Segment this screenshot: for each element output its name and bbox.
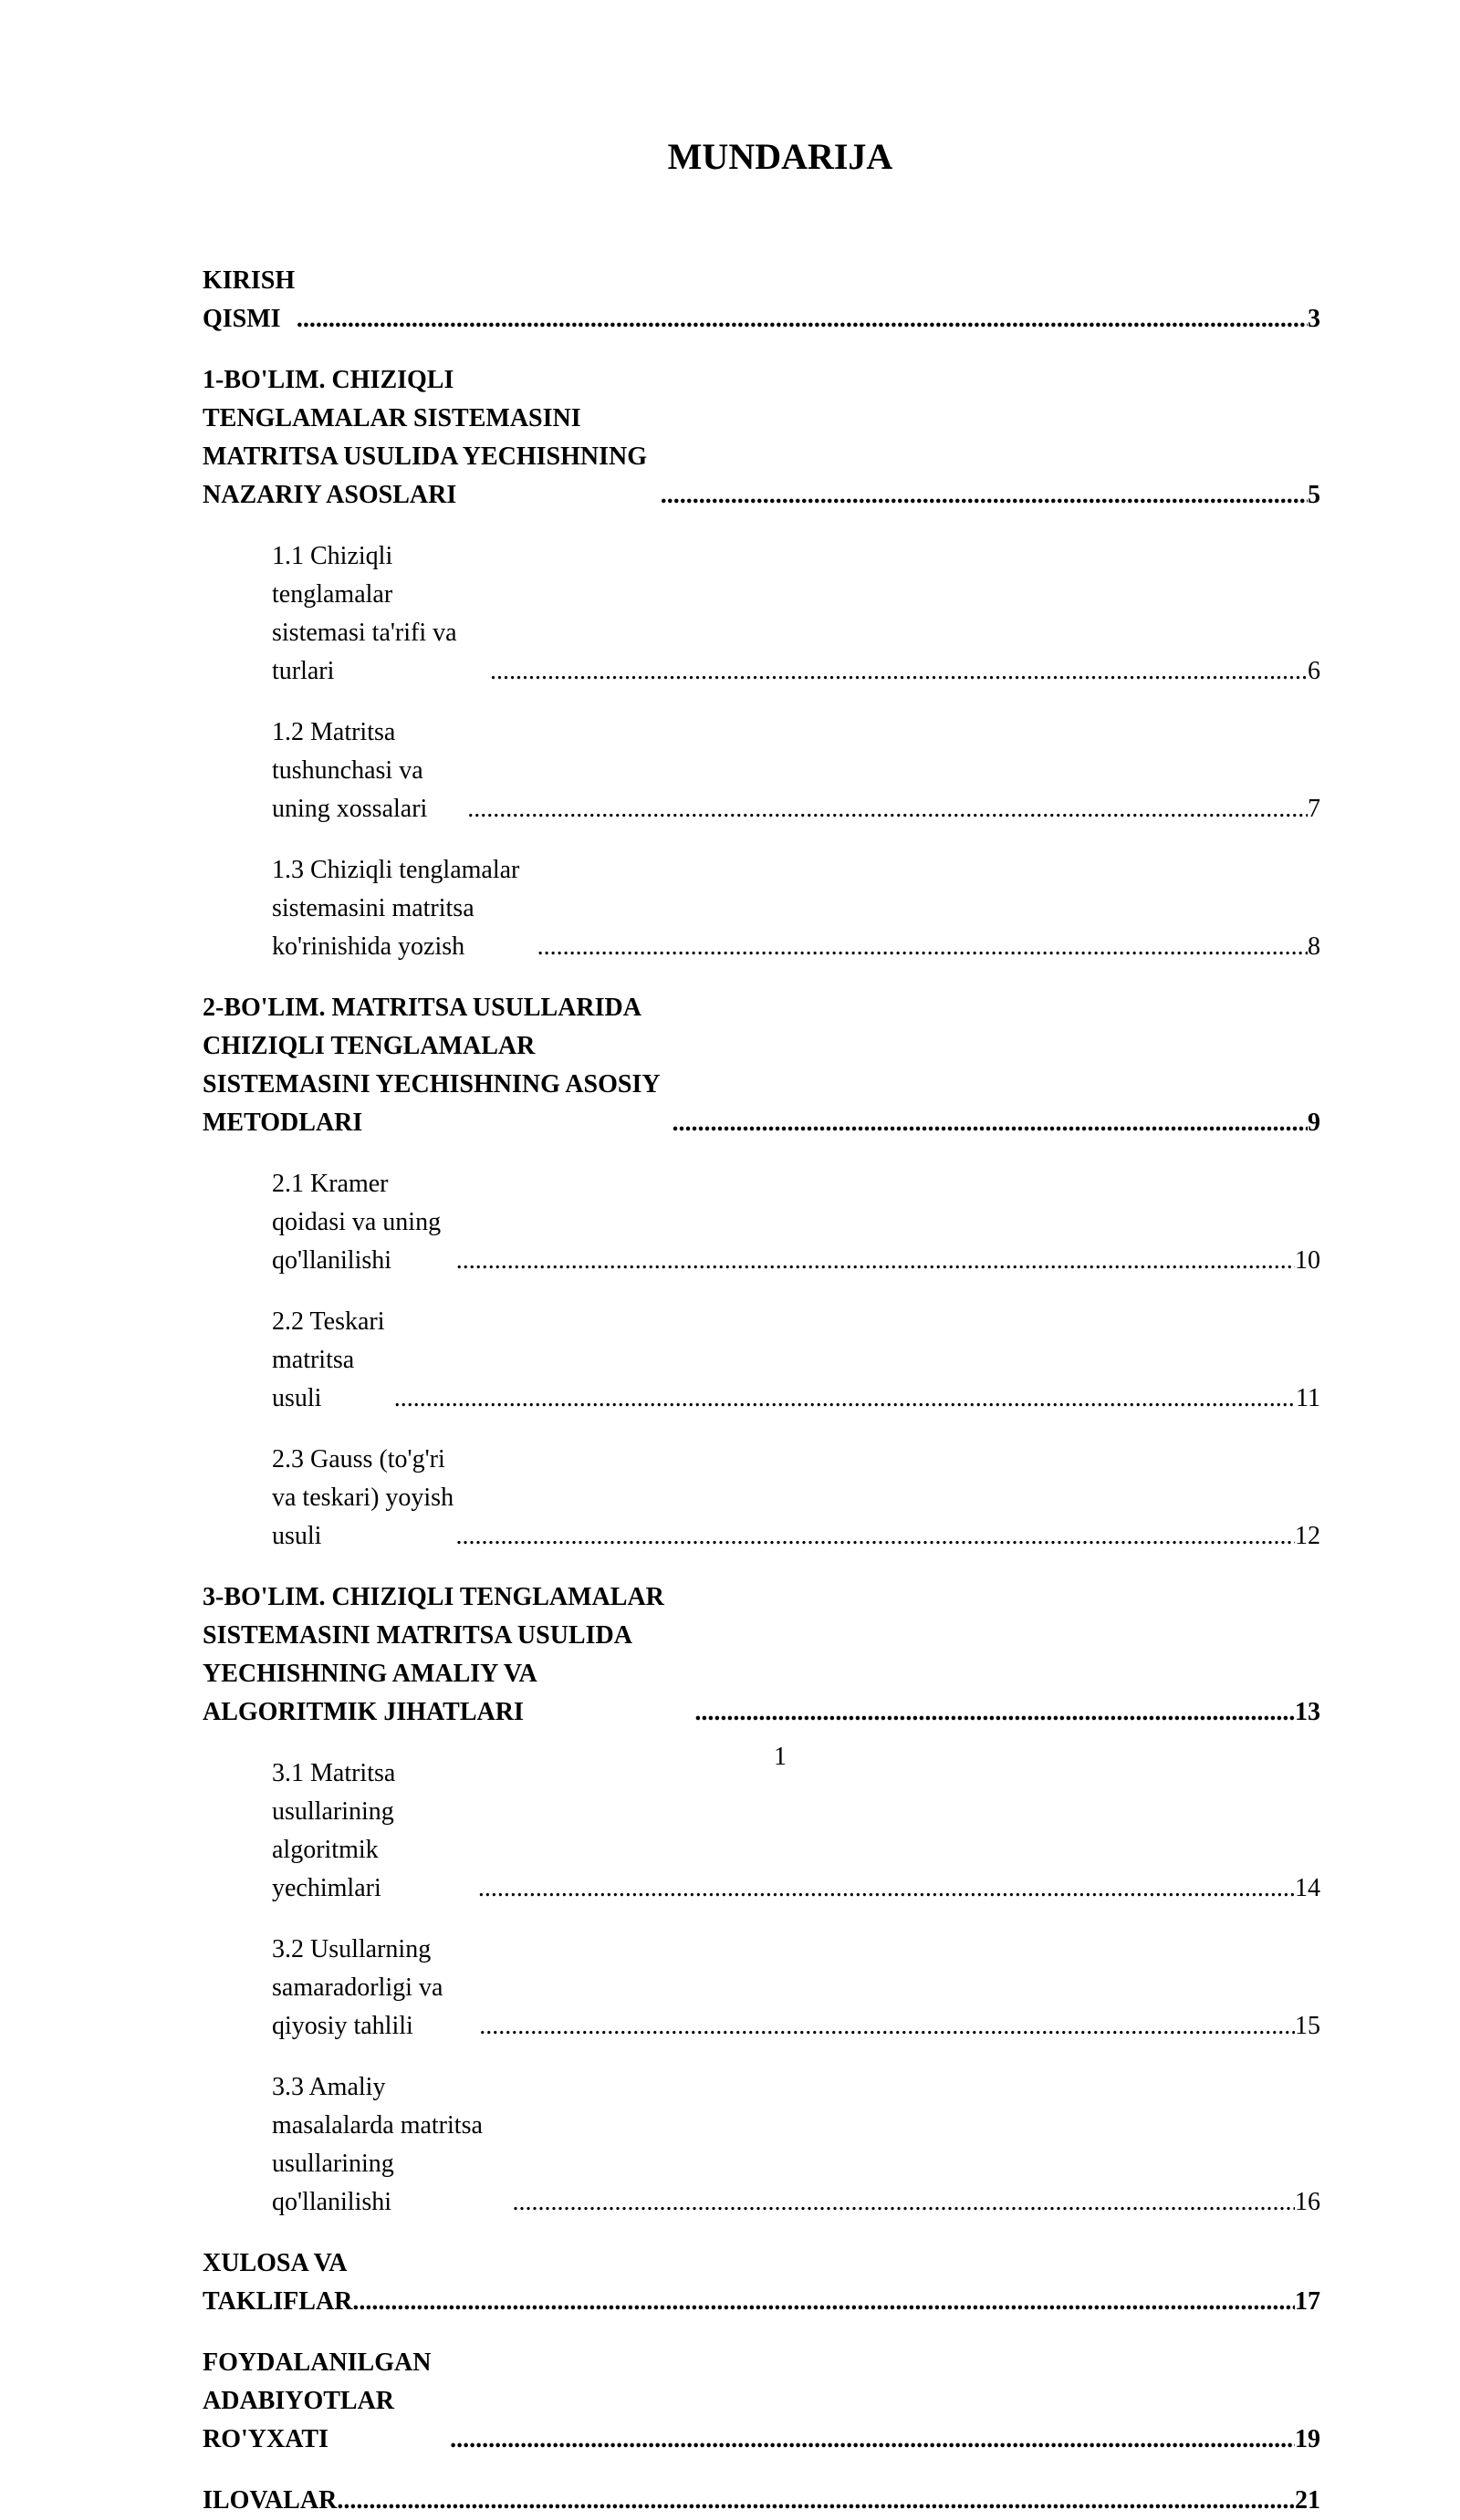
toc-subsection-entry[interactable] <box>203 1755 1320 1908</box>
toc-page-number: 10 <box>1295 1246 1320 1275</box>
toc-entry-label: 2.1 Kramer qoidasi va uning qo'llanilishi <box>272 1170 442 1275</box>
toc-section-entry[interactable] <box>203 361 1320 515</box>
toc-section-entry[interactable] <box>203 989 1320 1142</box>
toc-dot-leader <box>672 1104 1308 1142</box>
table-of-contents <box>203 262 1320 2520</box>
toc-page-number: 15 <box>1295 2012 1320 2040</box>
toc-section-entry[interactable] <box>203 2482 1320 2520</box>
toc-section-entry[interactable] <box>203 262 1320 338</box>
toc-page-number: 9 <box>1308 1109 1320 1137</box>
toc-page-number: 7 <box>1308 795 1320 823</box>
toc-subsection-entry[interactable] <box>203 537 1320 691</box>
toc-entry-label: XULOSA VA TAKLIFLAR <box>203 2249 353 2316</box>
toc-page-number: 17 <box>1295 2287 1320 2316</box>
toc-entry-label: 3.2 Usullarning samaradorligi va qiyosiy tahlili <box>272 1935 443 2040</box>
toc-entry-label: 3-BO'LIM. CHIZIQLI TENGLAMALAR SISTEMASINI MATRITSA USULIDA YECHISHNING AMALIY VA ALGORITMIK JIHATLARI <box>203 1583 664 1726</box>
toc-subsection-entry[interactable] <box>203 713 1320 828</box>
toc-subsection-entry[interactable] <box>203 1441 1320 1556</box>
toc-entry-label: ILOVALAR <box>203 2486 338 2515</box>
toc-dot-leader <box>694 1693 1295 1732</box>
toc-page-number: 8 <box>1308 932 1320 961</box>
toc-entry-label: 2.3 Gauss (to'g'ri va teskari) yoyish usuli <box>272 1445 454 1550</box>
toc-dot-leader <box>490 652 1308 691</box>
toc-dot-leader <box>661 476 1308 515</box>
toc-section-entry[interactable] <box>203 2244 1320 2321</box>
toc-entry-label: KIRISH QISMI <box>203 266 296 333</box>
toc-dot-leader <box>456 1517 1295 1556</box>
page-title: MUNDARIJA <box>667 136 893 177</box>
toc-dot-leader <box>478 1869 1295 1908</box>
toc-subsection-entry[interactable] <box>203 1165 1320 1280</box>
toc-subsection-entry[interactable] <box>203 851 1320 966</box>
toc-entry-label: 1.1 Chiziqli tenglamalar sistemasi ta'rifi va turlari <box>272 542 457 685</box>
page-number: 1 <box>774 1743 787 1771</box>
toc-entry-label: 3.3 Amaliy masalalarda matritsa usullarining qo'llanilishi <box>272 2073 483 2216</box>
toc-subsection-entry[interactable] <box>203 1303 1320 1418</box>
toc-dot-leader <box>513 2183 1295 2222</box>
toc-entry-label: 1.3 Chiziqli tenglamalar sistemasini matritsa ko'rinishida yozish <box>272 856 520 961</box>
toc-page-number: 6 <box>1308 657 1320 685</box>
toc-page-number: 5 <box>1308 481 1320 509</box>
toc-page-number: 19 <box>1295 2425 1320 2453</box>
toc-subsection-entry[interactable] <box>203 2068 1320 2222</box>
toc-dot-leader <box>479 2007 1295 2046</box>
toc-section-entry[interactable] <box>203 2344 1320 2459</box>
toc-page-number: 16 <box>1295 2188 1320 2216</box>
toc-page-number: 14 <box>1295 1874 1320 1902</box>
toc-subsection-entry[interactable] <box>203 1931 1320 2046</box>
toc-dot-leader <box>467 790 1308 828</box>
toc-entry-label: 2-BO'LIM. MATRITSA USULLARIDA CHIZIQLI TENGLAMALAR SISTEMASINI YECHISHNING ASOSIY METODLARI <box>203 994 660 1137</box>
toc-page-number: 21 <box>1295 2486 1320 2515</box>
toc-dot-leader <box>297 300 1308 338</box>
toc-section-entry[interactable] <box>203 1578 1320 1732</box>
toc-entry-label: 2.2 Teskari matritsa usuli <box>272 1307 385 1412</box>
toc-page-number: 13 <box>1295 1698 1320 1726</box>
toc-entry-label: 3.1 Matritsa usullarining algoritmik yechimlari <box>272 1759 396 1902</box>
toc-page-number: 11 <box>1296 1384 1320 1412</box>
toc-dot-leader <box>537 928 1308 966</box>
toc-dot-leader <box>394 1380 1296 1418</box>
toc-dot-leader <box>337 2482 1295 2520</box>
toc-dot-leader <box>450 2421 1295 2459</box>
toc-dot-leader <box>352 2283 1295 2321</box>
toc-page-number: 12 <box>1295 1522 1320 1550</box>
toc-page-number: 3 <box>1308 305 1320 333</box>
toc-entry-label: 1-BO'LIM. CHIZIQLI TENGLAMALAR SISTEMASINI MATRITSA USULIDA YECHISHNING NAZARIY ASOSLARI <box>203 366 647 509</box>
toc-entry-label: FOYDALANILGAN ADABIYOTLAR RO'YXATI <box>203 2348 432 2453</box>
toc-entry-label: 1.2 Matritsa tushunchasi va uning xossalari <box>272 718 428 823</box>
toc-dot-leader <box>456 1242 1295 1280</box>
